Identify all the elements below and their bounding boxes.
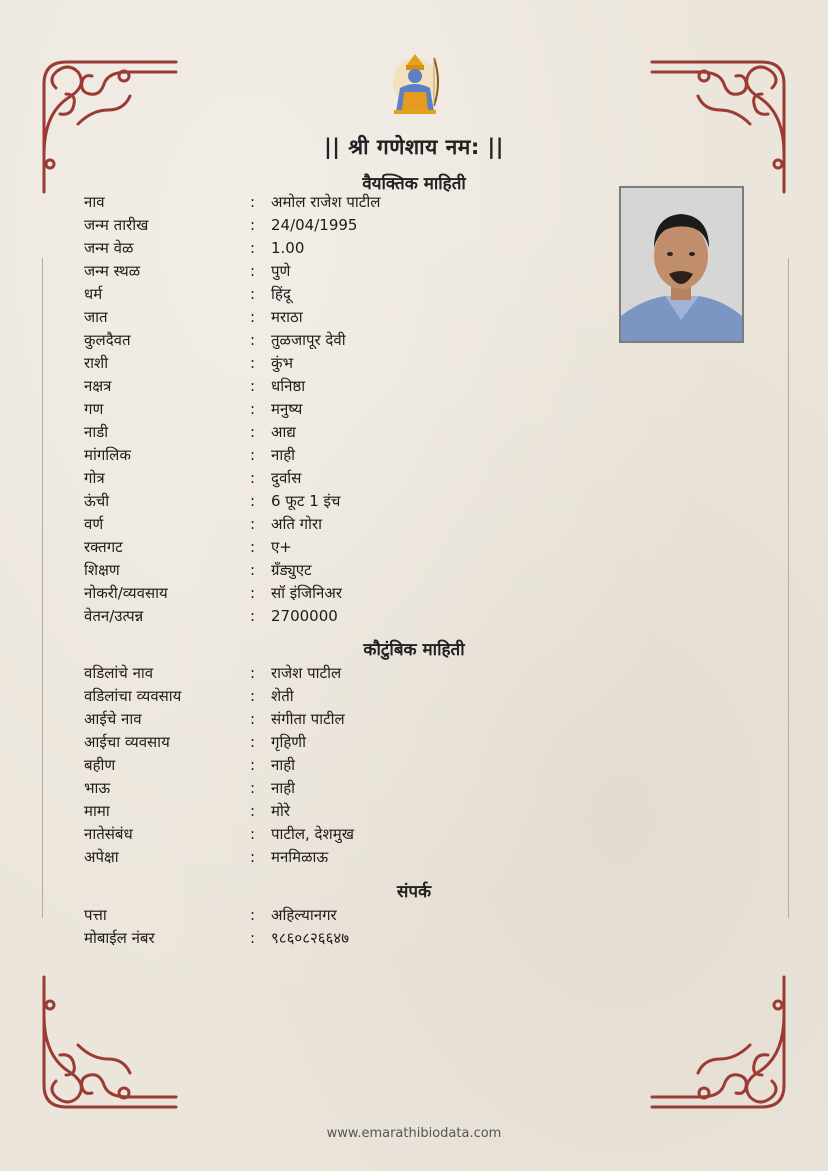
field-value: ९८६०८२६६४७ <box>271 929 350 947</box>
field-value: तुळजापूर देवी <box>271 331 346 349</box>
border-line-left <box>42 258 43 918</box>
separator-colon: : <box>250 929 256 947</box>
field-label: राशी <box>84 354 109 372</box>
field-value: आद्य <box>271 423 296 441</box>
separator-colon: : <box>250 193 256 211</box>
field-value: पाटील, देशमुख <box>271 825 354 843</box>
field-value: मराठा <box>271 308 303 326</box>
separator-colon: : <box>250 239 256 257</box>
separator-colon: : <box>250 561 256 579</box>
personal-info-title: वैयक्तिक माहिती <box>362 174 466 194</box>
border-line-right <box>788 258 789 918</box>
separator-colon: : <box>250 664 256 682</box>
separator-colon: : <box>250 262 256 280</box>
field-value: नाही <box>271 756 296 774</box>
profile-photo <box>619 186 744 343</box>
separator-colon: : <box>250 802 256 820</box>
separator-colon: : <box>250 285 256 303</box>
footer-website[interactable]: www.emarathibiodata.com <box>326 1126 502 1141</box>
separator-colon: : <box>250 492 256 510</box>
field-label: धर्म <box>84 285 103 303</box>
field-label: आईचा व्यवसाय <box>84 733 170 751</box>
field-label: जन्म तारीख <box>84 216 149 234</box>
field-label: नाडी <box>84 423 109 441</box>
separator-colon: : <box>250 423 256 441</box>
family-info-title: कौटुंबिक माहिती <box>363 640 465 660</box>
field-value: हिंदू <box>271 285 291 303</box>
field-label: अपेक्षा <box>84 848 119 866</box>
separator-colon: : <box>250 584 256 602</box>
field-label: जन्म स्थळ <box>84 262 141 280</box>
separator-colon: : <box>250 515 256 533</box>
contact-title: संपर्क <box>396 882 432 902</box>
field-label: मामा <box>84 802 110 820</box>
separator-colon: : <box>250 779 256 797</box>
separator-colon: : <box>250 538 256 556</box>
field-value: अहिल्यानगर <box>271 906 337 924</box>
field-value: कुंभ <box>271 354 294 372</box>
field-label: मांगलिक <box>84 446 131 464</box>
field-label: रक्तगट <box>84 538 123 556</box>
separator-colon: : <box>250 354 256 372</box>
field-value: शेती <box>271 687 294 705</box>
field-label: नक्षत्र <box>84 377 112 395</box>
separator-colon: : <box>250 607 256 625</box>
field-label: कुलदैवत <box>84 331 131 349</box>
field-value: मोरे <box>271 802 290 820</box>
field-label: बहीण <box>84 756 116 774</box>
separator-colon: : <box>250 906 256 924</box>
separator-colon: : <box>250 848 256 866</box>
field-label: मोबाईल नंबर <box>84 929 155 947</box>
field-value: मनमिळाऊ <box>271 848 329 866</box>
rama-deity-icon <box>384 52 446 116</box>
field-label: वडिलांचे नाव <box>84 664 154 682</box>
field-label: नाव <box>84 193 105 211</box>
field-label: वडिलांचा व्यवसाय <box>84 687 182 705</box>
field-value: अति गोरा <box>271 515 323 533</box>
field-value: ए+ <box>271 538 292 556</box>
field-label: शिक्षण <box>84 561 120 579</box>
separator-colon: : <box>250 331 256 349</box>
field-label: आईचे नाव <box>84 710 142 728</box>
field-label: नोकरी/व्यवसाय <box>84 584 168 602</box>
field-value: नाही <box>271 446 296 464</box>
separator-colon: : <box>250 710 256 728</box>
separator-colon: : <box>250 308 256 326</box>
field-value: 6 फूट 1 इंच <box>271 492 341 510</box>
field-value: पुणे <box>271 262 291 280</box>
field-value: 24/04/1995 <box>271 216 358 234</box>
separator-colon: : <box>250 733 256 751</box>
field-label: जन्म वेळ <box>84 239 134 257</box>
field-value: नाही <box>271 779 296 797</box>
field-value: संगीता पाटील <box>271 710 345 728</box>
separator-colon: : <box>250 216 256 234</box>
field-label: गण <box>84 400 104 418</box>
field-label: ऊंची <box>84 492 110 510</box>
corner-ornament-bottom-left <box>38 975 178 1115</box>
field-value: दुर्वास <box>271 469 302 487</box>
field-label: जात <box>84 308 108 326</box>
field-label: पत्ता <box>84 906 107 924</box>
separator-colon: : <box>250 687 256 705</box>
field-value: धनिष्ठा <box>271 377 306 395</box>
invocation-heading: || श्री गणेशाय नम: || <box>324 135 504 159</box>
field-label: नातेसंबंध <box>84 825 133 843</box>
separator-colon: : <box>250 825 256 843</box>
field-value: मनुष्य <box>271 400 303 418</box>
separator-colon: : <box>250 446 256 464</box>
separator-colon: : <box>250 469 256 487</box>
field-value: 2700000 <box>271 607 338 625</box>
field-value: सॉ इंजिनिअर <box>271 584 342 602</box>
field-value: राजेश पाटील <box>271 664 342 682</box>
field-value: ग्रॅंड्युएट <box>271 561 312 579</box>
corner-ornament-bottom-right <box>650 975 790 1115</box>
separator-colon: : <box>250 756 256 774</box>
field-label: वर्ण <box>84 515 104 533</box>
field-value: गृहिणी <box>271 733 307 751</box>
separator-colon: : <box>250 377 256 395</box>
field-label: गोत्र <box>84 469 105 487</box>
field-value: 1.00 <box>271 239 305 257</box>
field-label: भाऊ <box>84 779 111 797</box>
field-label: वेतन/उत्पन्न <box>84 607 144 625</box>
field-value: अमोल राजेश पाटील <box>271 193 381 211</box>
separator-colon: : <box>250 400 256 418</box>
